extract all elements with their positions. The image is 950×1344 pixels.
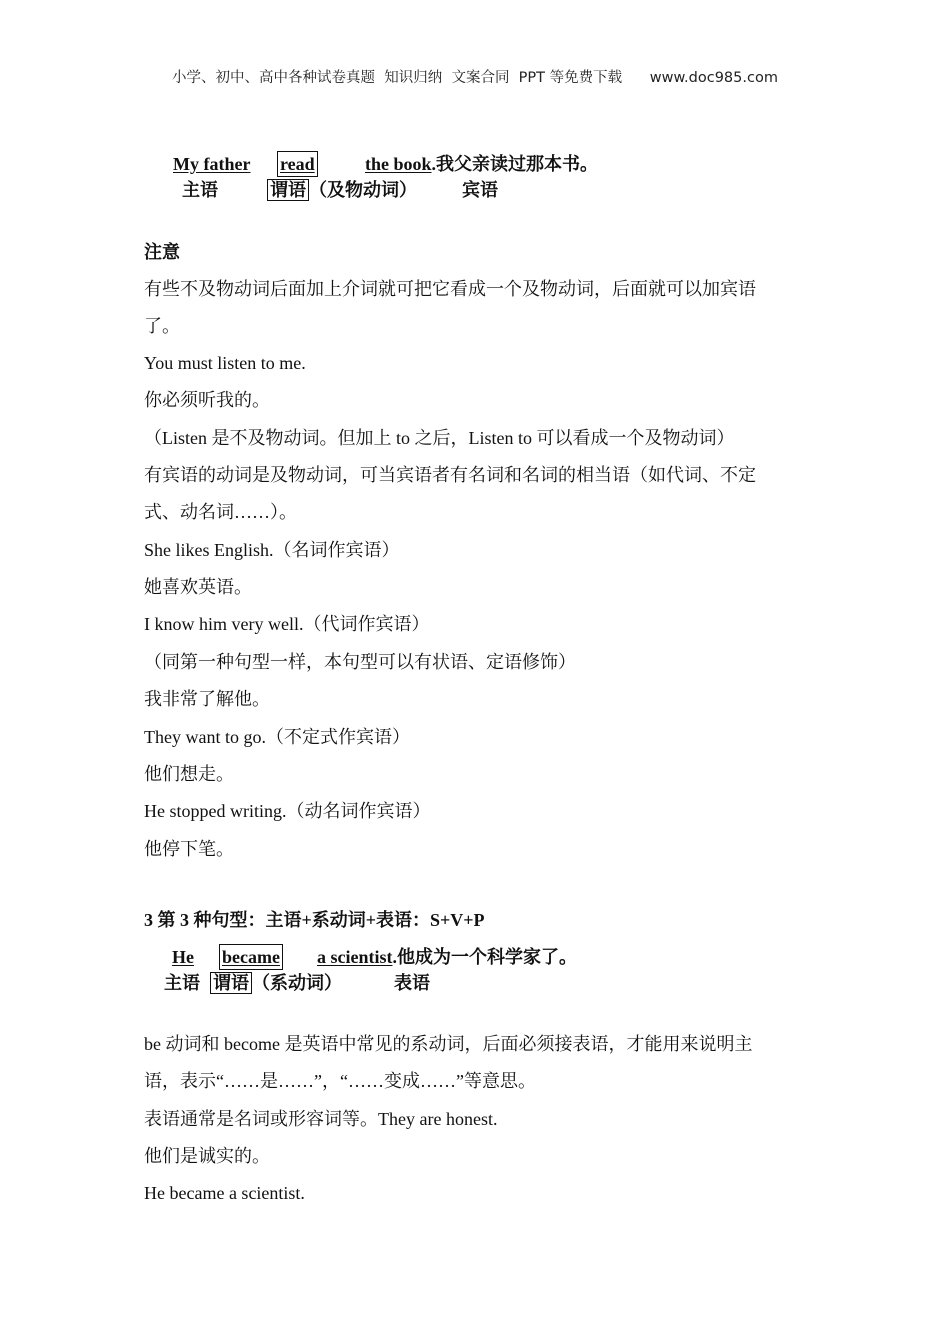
example1-label-predicate-line [267,178,417,202]
note-title: 注意 [144,242,180,262]
note-line: 了。 [144,316,180,336]
note-line: 式、动名词……）。 [144,502,297,522]
section3-complement-line [317,945,577,969]
example1-label-predicate-note: （及物动词） [309,180,417,200]
section3-heading: 3 第 3 种句型：主语+系动词+表语：S+V+P [144,910,485,930]
section3-complement: a scientist [317,947,393,967]
section3-label-predicate: 谓语 [210,972,252,994]
section3-subject: He [172,947,194,967]
example1-verb: read [277,151,318,177]
note-line: 他们想走。 [144,764,234,784]
section3-line: He became a scientist. [144,1183,305,1203]
section3-label-predicate-note: （系动词） [252,973,342,993]
note-line: You must listen to me. [144,353,306,373]
note-line: He stopped writing.（动名词作宾语） [144,801,431,821]
example1-label-object: 宾语 [462,180,498,200]
note-line: 我非常了解他。 [144,689,270,709]
example1-subject: My father [173,154,251,174]
example1-label-predicate: 谓语 [267,179,309,201]
note-line: 你必须听我的。 [144,390,270,410]
page-header [0,66,950,87]
section3-translation: .他成为一个科学家了。 [392,947,577,967]
section3-label-subject: 主语 [164,973,200,993]
section3-line: 语，表示“……是……”，“……变成……”等意思。 [144,1071,536,1091]
note-line: 有宾语的动词是及物动词，可当宾语者有名词和名词的相当语（如代词、不定 [144,465,756,485]
note-line: 有些不及物动词后面加上介词就可把它看成一个及物动词，后面就可以加宾语 [144,279,756,299]
note-line: They want to go.（不定式作宾语） [144,727,410,747]
example1-translation: .我父亲读过那本书。 [431,154,599,174]
note-line: 他停下笔。 [144,839,234,859]
section3-label-predicate-line [210,971,342,995]
header-url: www.doc985.com [649,70,778,86]
section3-line: be 动词和 become 是英语中常见的系动词，后面必须接表语，才能用来说明主 [144,1034,753,1054]
note-line: She likes English.（名词作宾语） [144,540,400,560]
section3-verb: became [219,944,283,970]
note-line: （同第一种句型一样，本句型可以有状语、定语修饰） [144,652,576,672]
example1-object-line [365,152,598,176]
note-line: （Listen 是不及物动词。但加上 to 之后，Listen to 可以看成一个及物动词） [144,428,735,448]
example1-label-subject: 主语 [182,180,218,200]
section3-label-complement: 表语 [394,973,430,993]
note-line: I know him very well.（代词作宾语） [144,614,430,634]
example1-object: the book [365,154,432,174]
section3-line: 表语通常是名词或形容词等。They are honest. [144,1109,498,1129]
note-line: 她喜欢英语。 [144,577,252,597]
section3-line: 他们是诚实的。 [144,1146,270,1166]
header-text: 小学、初中、高中各种试卷真题 知识归纳 文案合同 PPT 等免费下载 [172,70,623,86]
